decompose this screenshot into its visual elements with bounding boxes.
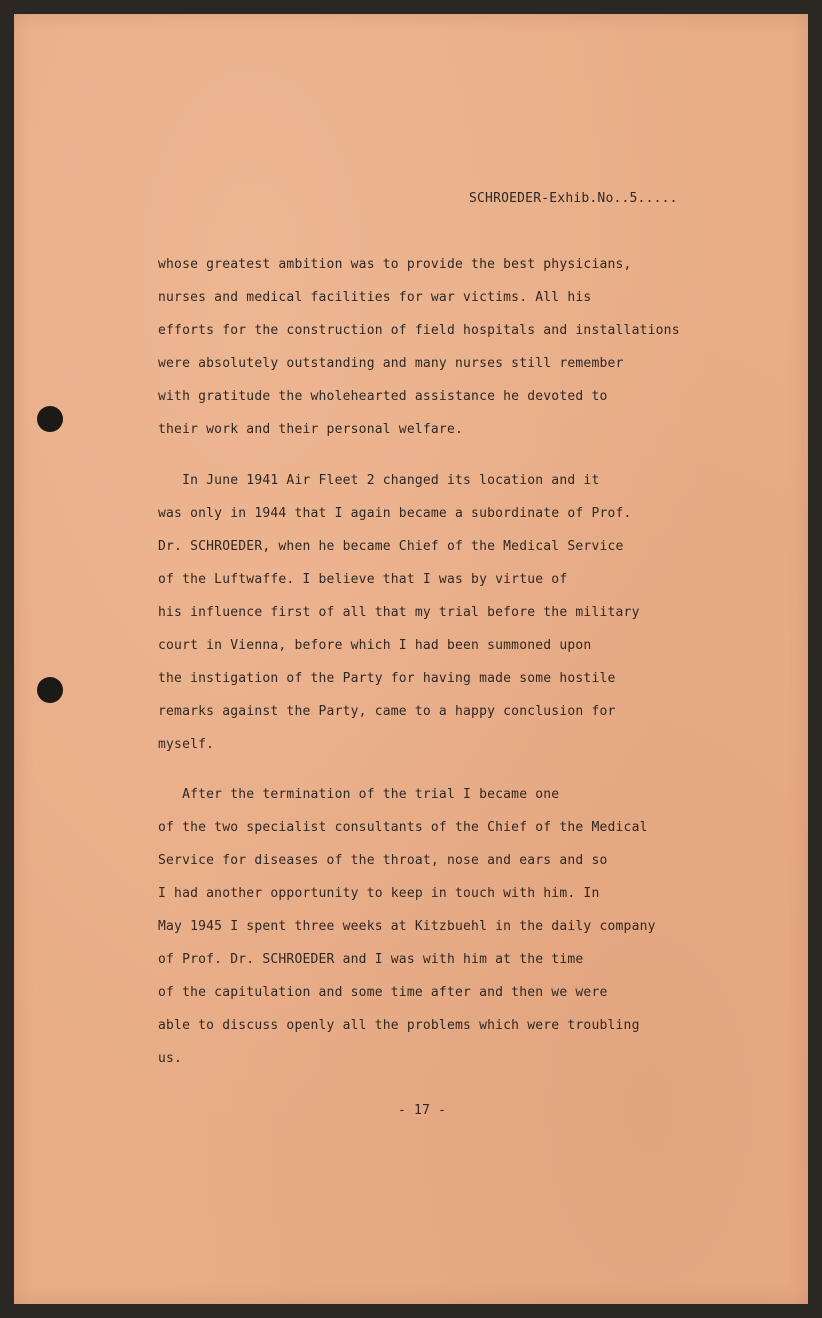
text-line: were absolutely outstanding and many nurses still remember (158, 356, 624, 371)
text-line: I had another opportunity to keep in touch with him. In (158, 886, 600, 901)
text-line: their work and their personal welfare. (158, 422, 464, 437)
exhibit-label: SCHROEDER-Exhib.No..5..... (469, 191, 678, 206)
text-line: After the termination of the trial I became one (158, 787, 560, 802)
punch-hole-bottom (37, 677, 63, 703)
text-line: was only in 1944 that I again became a subordinate of Prof. (158, 506, 632, 521)
text-line: of the Luftwaffe. I believe that I was by virtue of (158, 572, 568, 587)
text-line: with gratitude the wholehearted assistance he devoted to (158, 389, 608, 404)
text-line: myself. (158, 737, 215, 752)
page-number: - 17 - (398, 1103, 447, 1118)
text-line: Service for diseases of the throat, nose and ears and so (158, 853, 608, 868)
text-line: efforts for the construction of field hospitals and installations (158, 323, 680, 338)
text-line: of Prof. Dr. SCHROEDER and I was with him at the time (158, 952, 584, 967)
punch-hole-top (37, 406, 63, 432)
text-line: court in Vienna, before which I had been summoned upon (158, 638, 592, 653)
text-line: remarks against the Party, came to a happy conclusion for (158, 704, 616, 719)
text-line: of the capitulation and some time after and then we were (158, 985, 608, 1000)
text-line: In June 1941 Air Fleet 2 changed its location and it (158, 473, 600, 488)
text-line: nurses and medical facilities for war victims. All his (158, 290, 592, 305)
text-line: us. (158, 1051, 183, 1066)
text-line: Dr. SCHROEDER, when he became Chief of the Medical Service (158, 539, 624, 554)
text-line: May 1945 I spent three weeks at Kitzbuehl in the daily company (158, 919, 656, 934)
text-line: able to discuss openly all the problems which were troubling (158, 1018, 640, 1033)
text-line: of the two specialist consultants of the Chief of the Medical (158, 820, 648, 835)
text-line: the instigation of the Party for having made some hostile (158, 671, 616, 686)
text-line: whose greatest ambition was to provide the best physicians, (158, 257, 632, 272)
text-line: his influence first of all that my trial before the military (158, 605, 640, 620)
